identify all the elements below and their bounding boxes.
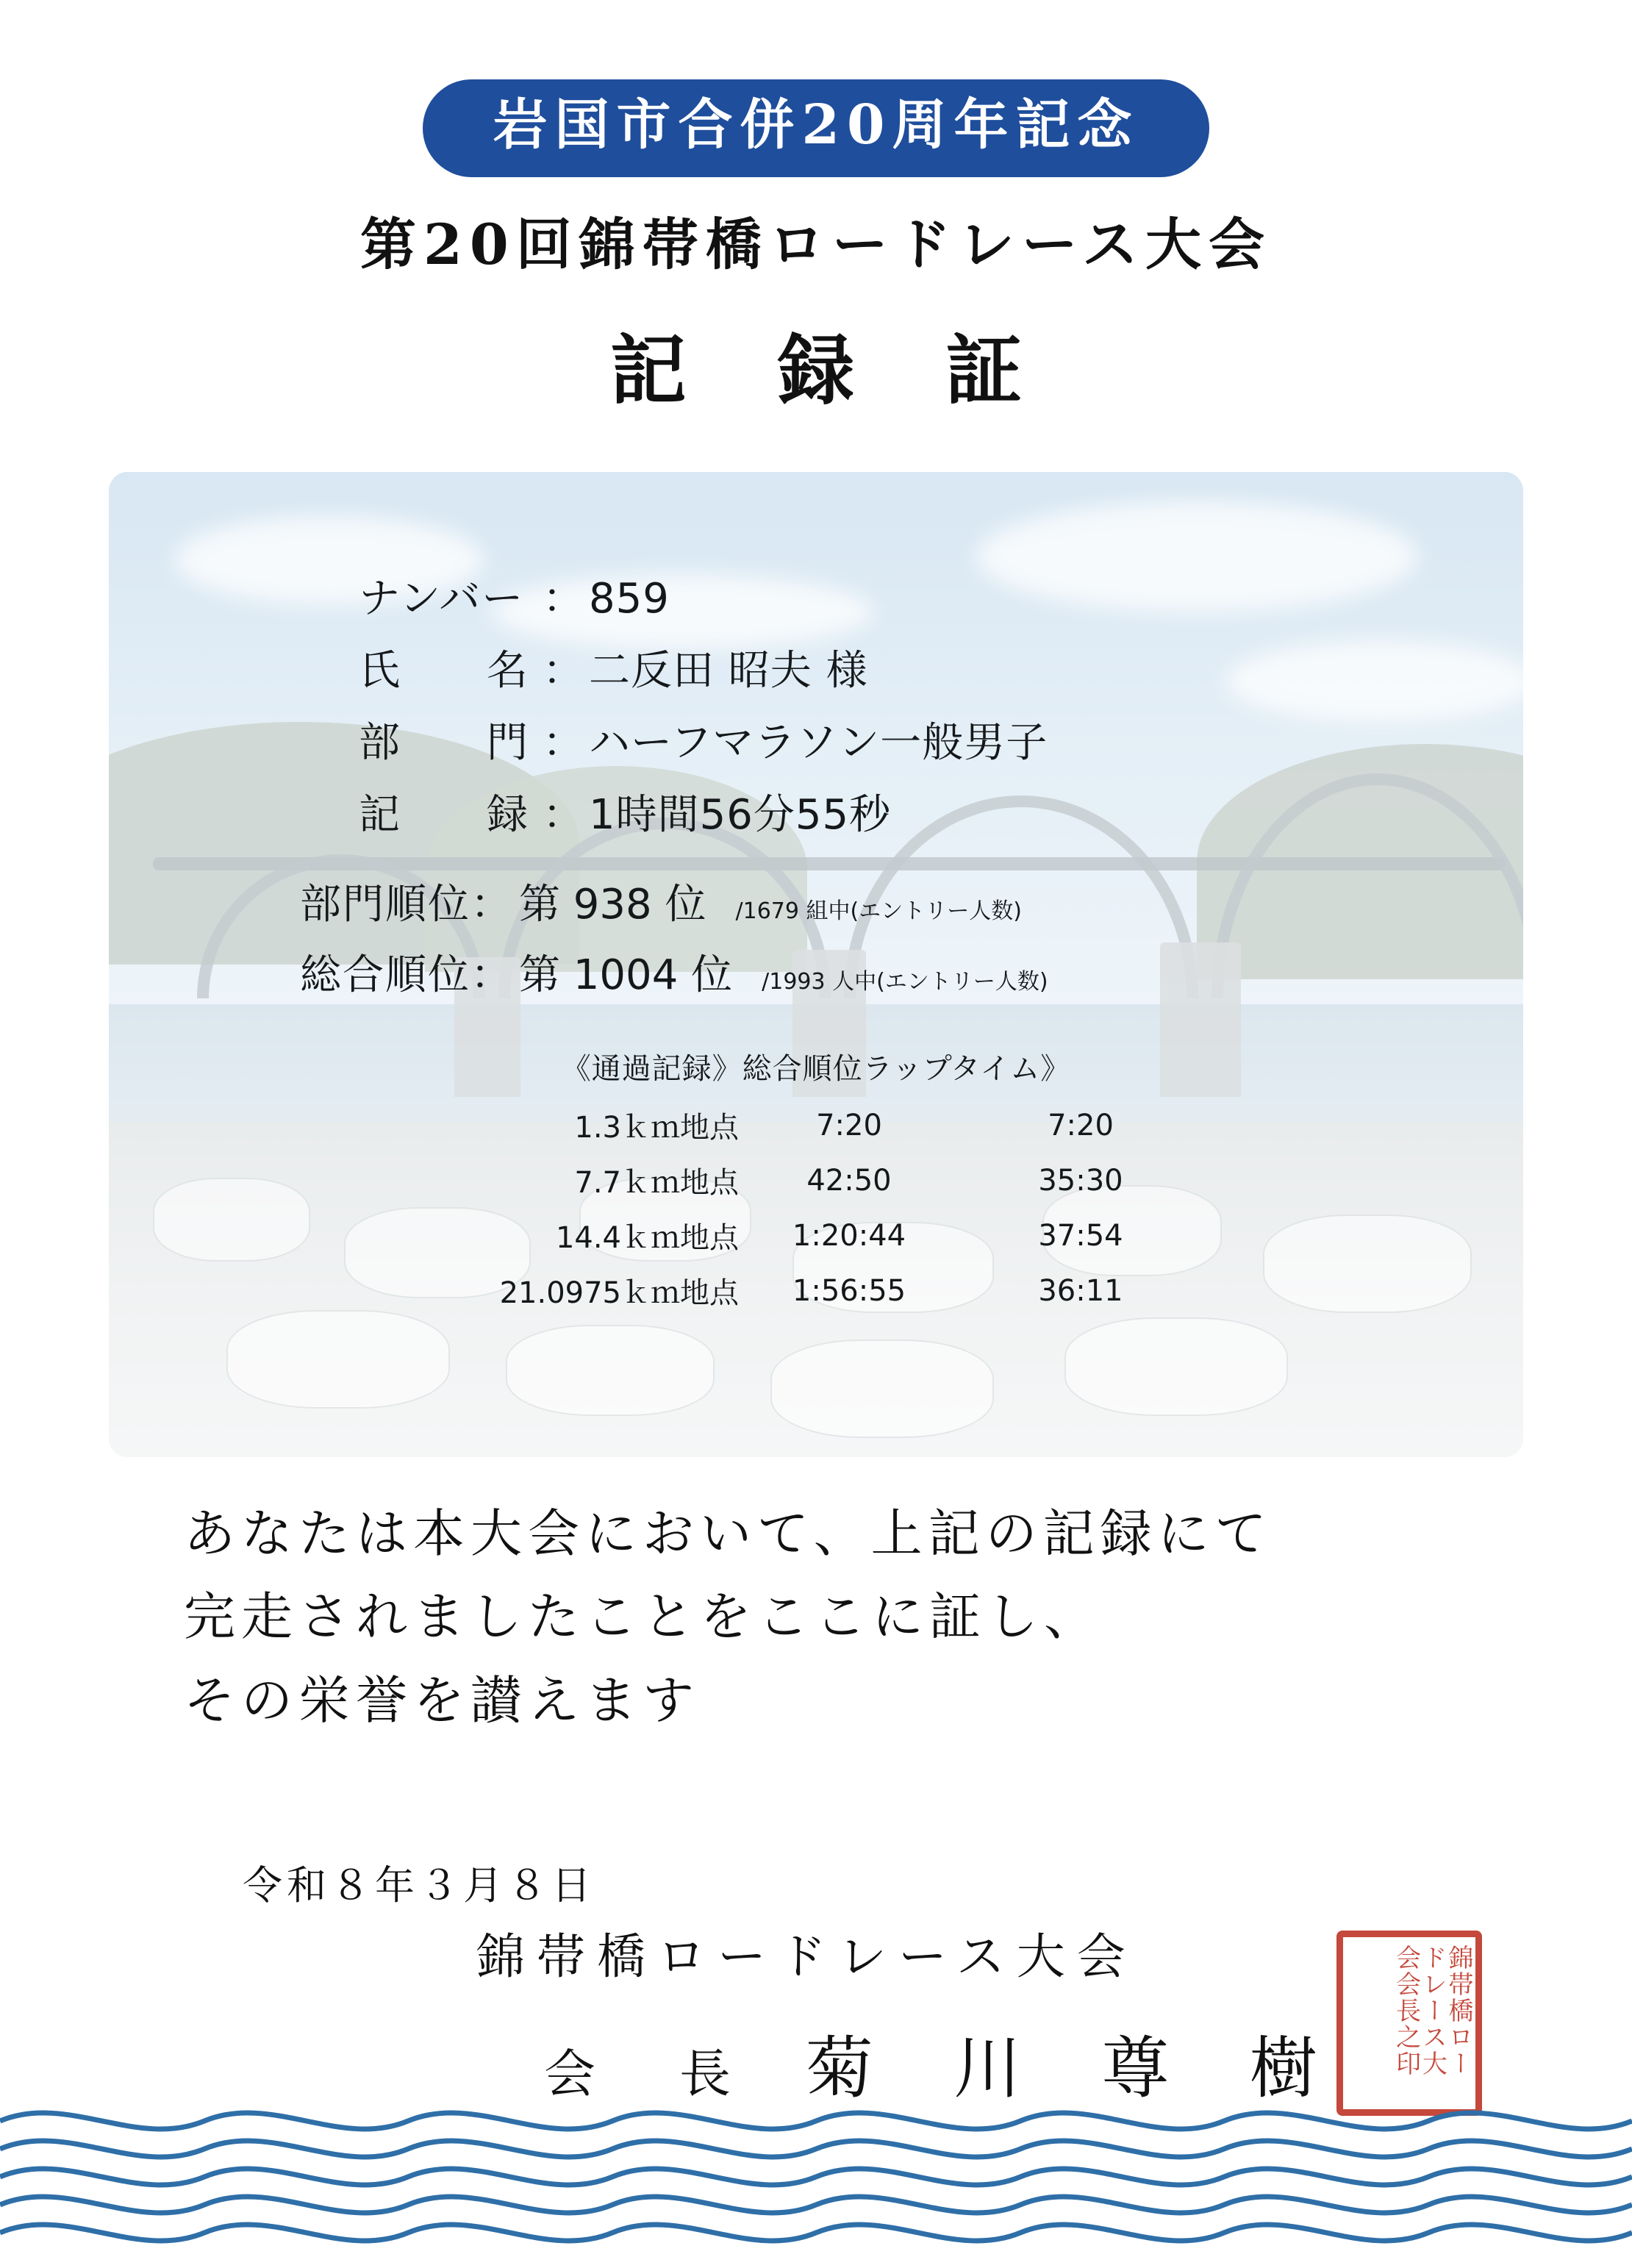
split-lap: 35:30 [1038,1163,1123,1198]
field-number-value: 859 [589,575,670,623]
field-time-label: 記 録 [359,791,529,839]
wave-footer-decoration [0,2099,1632,2268]
split-lap: 36:11 [1038,1273,1123,1308]
certificate-body-text [184,1492,1478,1742]
organization-name: 錦帯橋ロードレース大会 [476,1928,1137,1985]
overall-rank-value: 第 1004 位 [519,951,733,999]
field-category [359,710,1048,769]
table-row [430,1153,1202,1208]
split-point: 21.0975ｋｍ地点 [499,1276,739,1310]
header-ribbon-container [0,79,1632,177]
division-rank-value: 第 938 位 [519,881,706,929]
split-elapsed: 1:56:55 [792,1273,906,1308]
split-lap: 37:54 [1038,1218,1123,1253]
body-line-2: 完走されましたことをここに証し、 [184,1586,1101,1648]
field-name-label: 氏 名 [359,647,529,695]
split-point: 1.3ｋｍ地点 [574,1111,739,1145]
split-elapsed: 7:20 [816,1108,882,1142]
table-row [430,1208,1202,1263]
field-overall-rank [300,942,1048,1001]
field-colon: ： [470,951,512,999]
field-category-value: ハーフマラソン一般男子 [589,719,1048,767]
certificate-photo-panel [109,472,1523,1457]
anniversary-ribbon: 岩国市合併20周年記念 [423,79,1210,177]
split-elapsed: 42:50 [806,1163,892,1198]
field-name-value: 二反田 昭夫 様 [589,647,868,695]
chairman-signature [544,2014,1347,2111]
division-rank-label: 部門順位 [300,881,470,929]
chairman-title: 会 長 [544,2044,747,2104]
record-fields [300,566,1048,1013]
split-point: 14.4ｋｍ地点 [555,1221,739,1255]
event-title: 第20回錦帯橋ロードレース大会 [360,212,1272,277]
field-colon: ： [543,791,584,839]
chairman-name: 菊 川 尊 樹 [806,2029,1347,2108]
table-row [430,1098,1202,1153]
field-number [359,566,1048,625]
table-row [430,1263,1202,1318]
field-colon: ： [543,575,584,623]
split-lap: 7:20 [1048,1108,1114,1142]
body-line-3: その栄誉を讃えます [184,1670,700,1731]
split-point: 7.7ｋｍ地点 [574,1166,739,1200]
field-category-label: 部 門 [359,719,529,767]
field-colon: ： [470,881,512,929]
issue-date: 令和８年３月８日 [243,1862,595,1909]
field-time [359,782,1048,841]
split-records-section [109,1045,1523,1318]
split-records-table [430,1098,1202,1318]
official-seal: 錦帯橋ロードレース大会会長之印 [1336,1931,1482,2116]
overall-rank-label: 総合順位 [300,951,470,999]
field-division-rank [300,872,1048,931]
division-rank-note: /1679 組中(エントリー人数) [735,898,1022,924]
overall-rank-note: /1993 人中(エントリー人数) [762,969,1048,995]
body-line-1: あなたは本大会において、上記の記録にて [184,1503,1273,1564]
field-name [359,638,1048,697]
field-number-label: ナンバー [359,575,525,623]
split-elapsed: 1:20:44 [792,1218,906,1253]
field-time-value: 1時間56分55秒 [589,791,892,839]
document-title: 記 録 証 [609,325,1055,415]
field-colon: ： [543,719,584,767]
split-records-heading: 《通過記録》総合順位ラップタイム》 [561,1052,1071,1086]
field-colon: ： [543,647,584,695]
